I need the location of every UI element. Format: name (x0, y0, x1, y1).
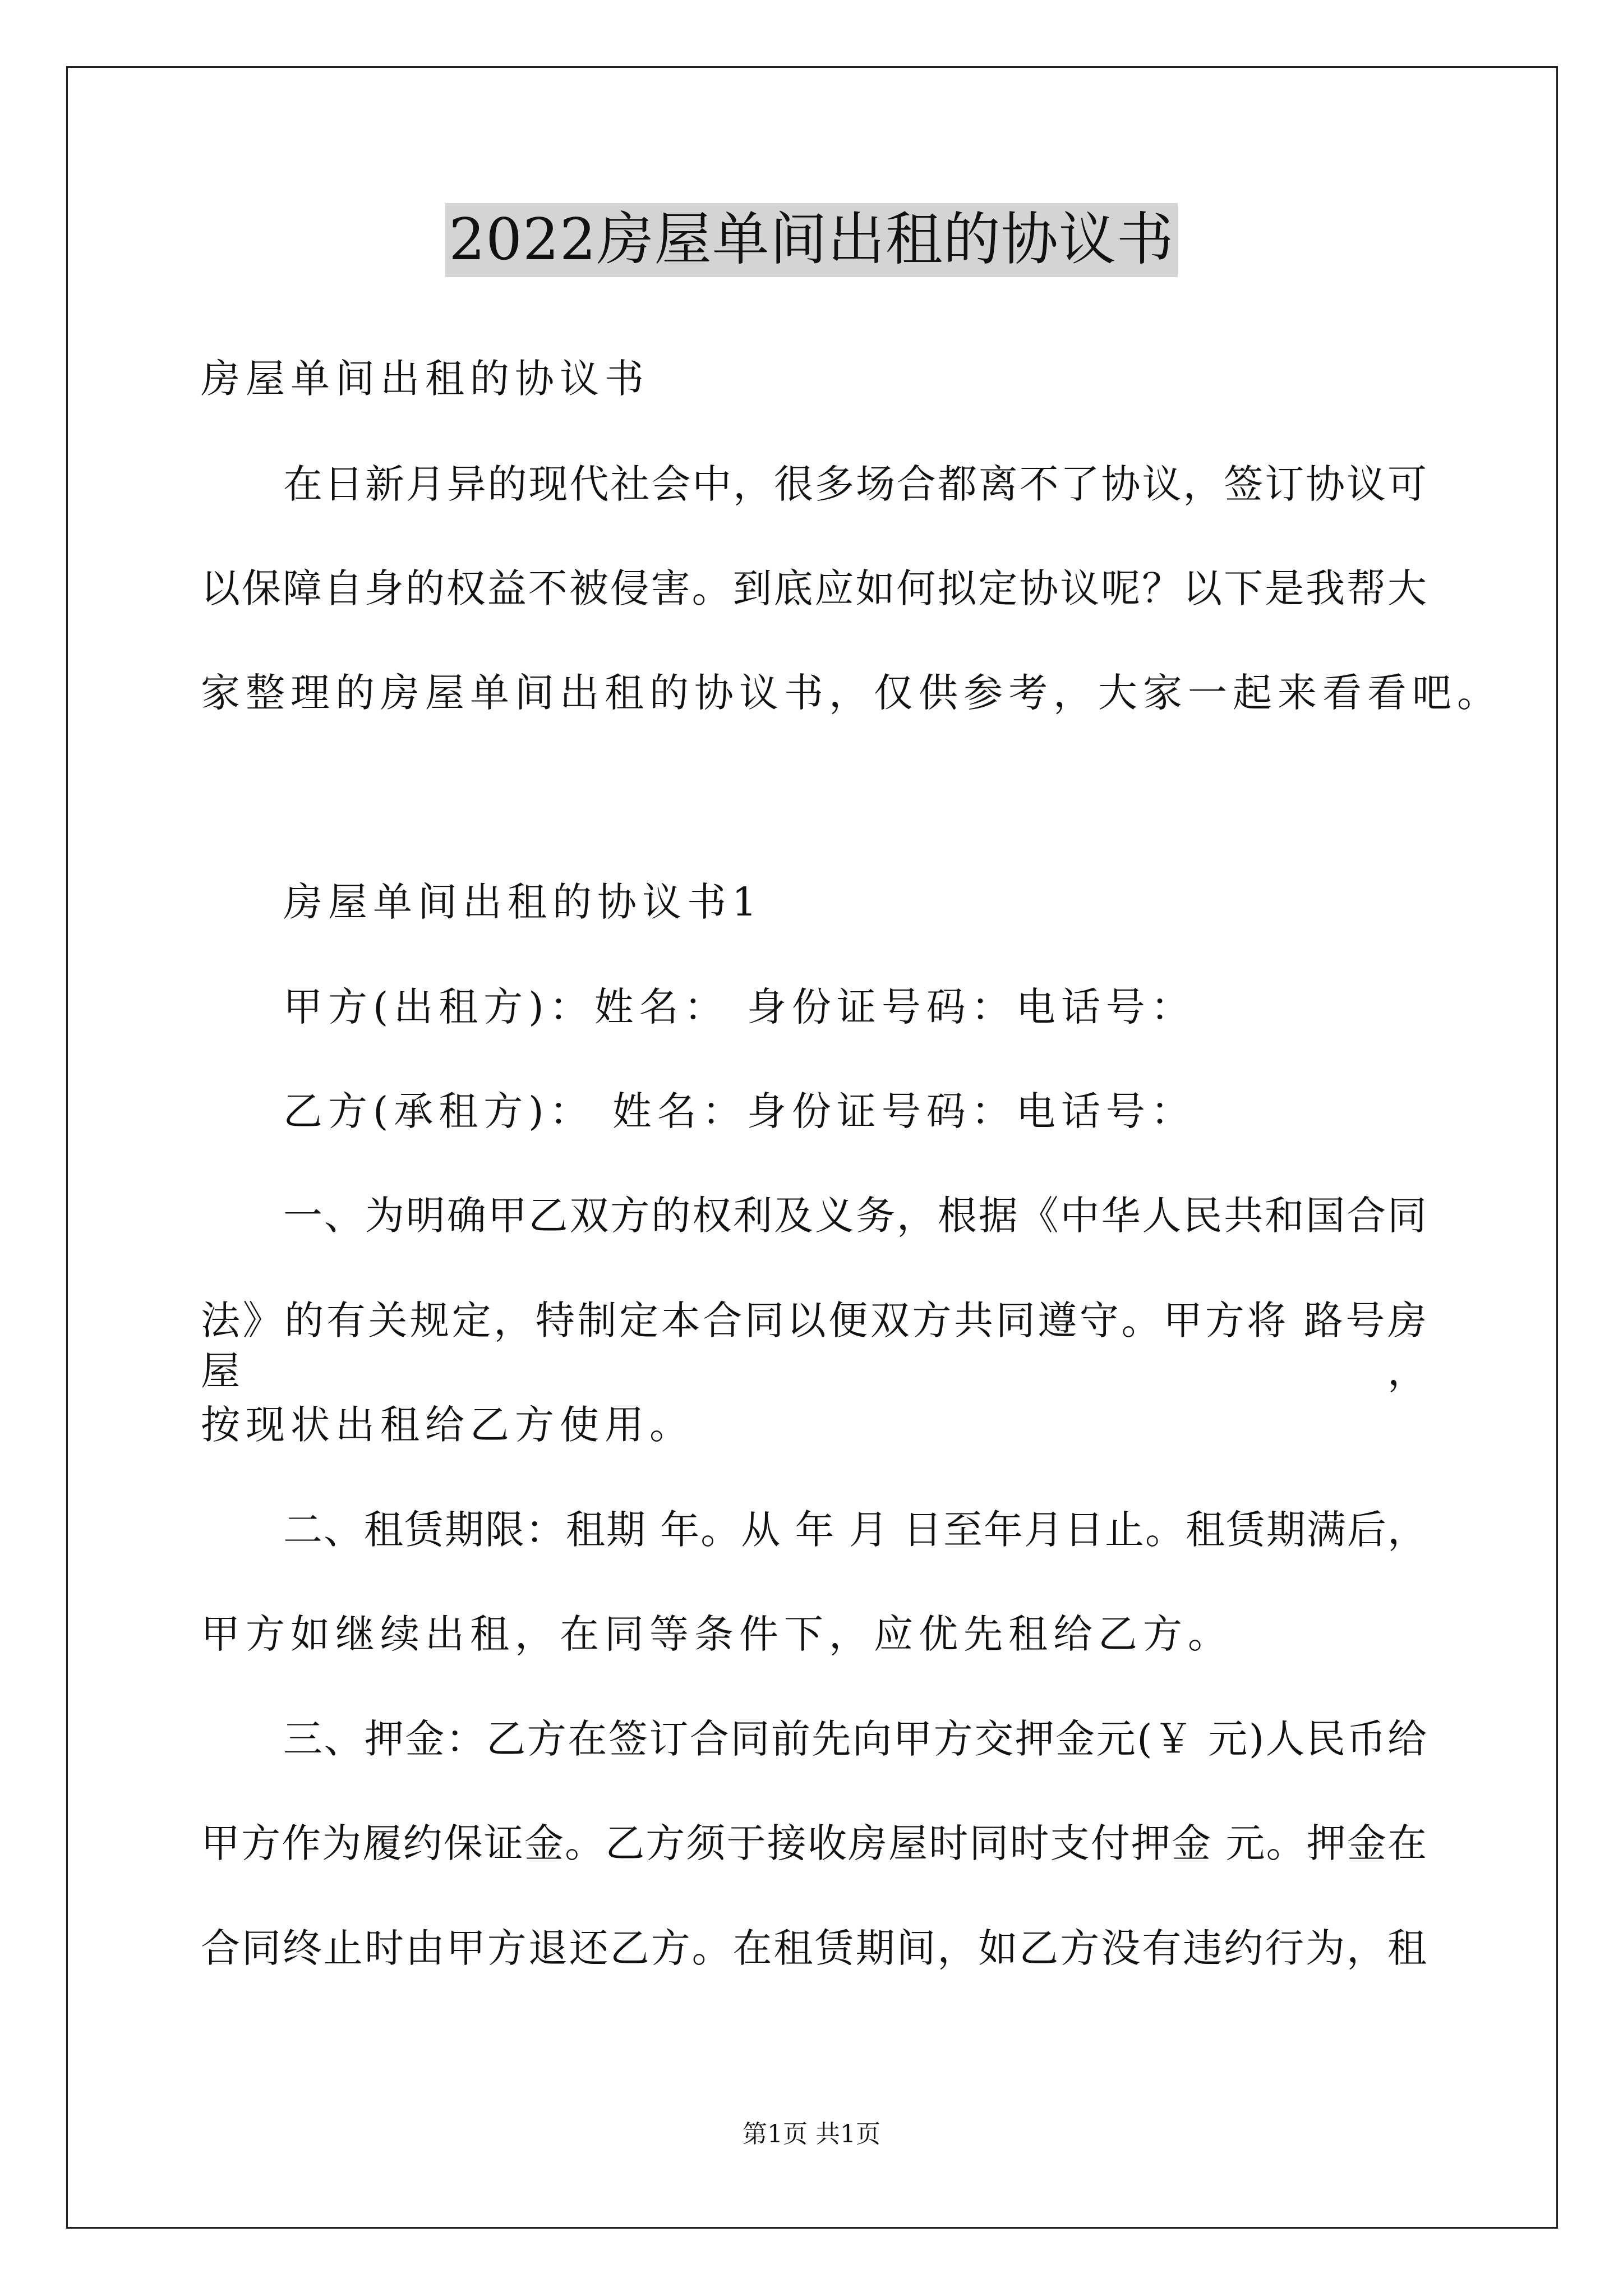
clause-3-line-1: 三、押金：乙方在签订合同前先向甲方交押金元(￥ 元)人民币给 (283, 1716, 1427, 1762)
document-title: 2022房屋单间出租的协议书 (445, 203, 1178, 277)
clause-1-line-1: 一、为明确甲乙双方的权利及义务，根据《中华人民共和国合同 (283, 1193, 1427, 1239)
clause-3-line-3: 合同终止时由甲方退还乙方。在租赁期间，如乙方没有违约行为，租 (201, 1925, 1427, 1971)
party-a-line: 甲方(出租方)：姓名： 身份证号码：电话号： (283, 984, 1196, 1030)
page-footer: 第1页 共1页 (743, 2120, 880, 2148)
clause-2-line-2: 甲方如继续出租，在同等条件下，应优先租给乙方。 (201, 1611, 1233, 1657)
title-block (0, 203, 1623, 277)
intro-line-1: 在日新月异的现代社会中，很多场合都离不了协议，签订协议可 (283, 461, 1427, 507)
intro-line-3: 家整理的房屋单间出租的协议书，仅供参考，大家一起来看看吧。 (201, 670, 1502, 716)
clause-2-line-1: 二、租赁期限：租期 年。从 年 月 日至年月日止。租赁期满后， (283, 1507, 1427, 1553)
clause-1-line-3: 按现状出租给乙方使用。 (201, 1402, 694, 1448)
clause-3-line-2: 甲方作为履约保证金。乙方须于接收房屋时同时支付押金 元。押金在 (201, 1820, 1427, 1866)
subtitle-line: 房屋单间出租的协议书 (201, 356, 649, 402)
section-heading: 房屋单间出租的协议书1 (283, 879, 763, 925)
clause-1-line-2: 法》的有关规定，特制定本合同以便双方共同遵守。甲方将 路号房屋， (201, 1297, 1427, 1394)
party-b-line: 乙方(承租方)： 姓名：身份证号码：电话号： (283, 1088, 1196, 1134)
intro-line-2: 以保障自身的权益不被侵害。到底应如何拟定协议呢？以下是我帮大 (201, 565, 1427, 611)
